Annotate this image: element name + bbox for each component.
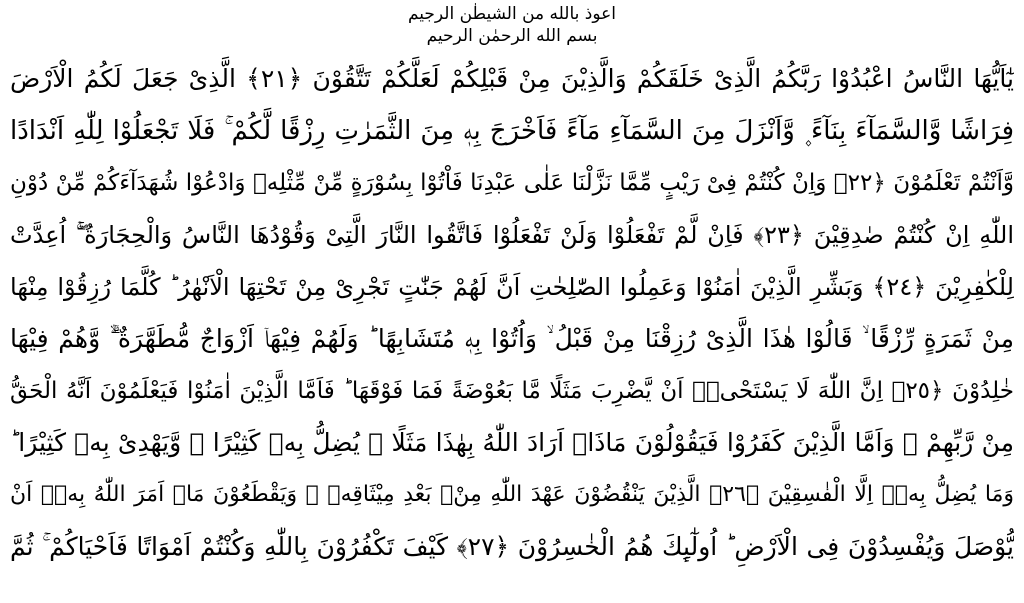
verse-line: اللّٰهِ اِنْ كُنْتُمْ صٰدِقِیْنَ ﴿٢٣﴾ فَاِنْ لَّمْ تَفْعَلُوْا وَلَنْ تَفْعَلُوْا فَاتَّقُوا النَّارَ الَّتِیْ وَقُوْدُهَا النَّاسُ وَالْحِجَارَةُ ۖۚ اُعِدَّتْ [10, 221, 1014, 249]
verse-line: خٰلِدُوْنَ ﴿٢٥﴾ اِنَّ اللّٰهَ لَا یَسْتَحْیٖۤ اَنْ یَّضْرِبَ مَثَلًا مَّا بَعُوْضَةً فَمَا فَوْقَهَا ؕ فَاَمَّا الَّذِیْنَ اٰمَنُوْا فَیَعْلَمُوْنَ اَنَّهُ الْحَقُّ [10, 378, 1014, 404]
verse-line: وَّاَنْتُمْ تَعْلَمُوْنَ ﴿٢٢﴾ وَاِنْ كُنْتُمْ فِیْ رَیْبٍ مِّمَّا نَزَّلْنَا عَلٰی عَبْدِنَا فَاْتُوْا بِسُوْرَةٍ مِّنْ مِّثْلِهٖ وَادْعُوْا شُهَدَآءَكُمْ مِّنْ دُوْنِ [10, 170, 1014, 196]
taawwudh-heading: اعوذ بالله من الشيطٰن الرجيم [407, 4, 617, 24]
verse-line: يٰٓاَيُّهَا النَّاسُ اعْبُدُوْا رَبَّكُمُ الَّذِیْ خَلَقَكُمْ وَالَّذِیْنَ مِنْ قَبْلِكُمْ لَعَلَّكُمْ تَتَّقُوْنَ ﴿٢١﴾ الَّذِیْ جَعَلَ لَكُمُ الْاَرْضَ [10, 64, 1014, 93]
verse-line: وَمَا یُضِلُّ بِهٖۤ اِلَّا الْفٰسِقِیْنَ ﴿٢٦﴾ الَّذِیْنَ یَنْقُضُوْنَ عَهْدَ اللّٰهِ مِنْۢ بَعْدِ مِیْثَاقِهٖ ۪ وَیَقْطَعُوْنَ مَاۤ اَمَرَ اللّٰهُ بِهٖۤ اَنْ [10, 482, 1014, 507]
verse-line: مِنْ رَّبِّهِمْ ۚ وَاَمَّا الَّذِیْنَ كَفَرُوْا فَیَقُوْلُوْنَ مَاذَاۤ اَرَادَ اللّٰهُ بِهٰذَا مَثَلًا ۘ یُضِلُّ بِهٖ كَثِیْرًا ۙ وَّیَهْدِیْ بِهٖ كَثِیْرًا ؕ [10, 428, 1014, 457]
verse-line: مِنْ ثَمَرَةٍ رِّزْقًا ۙ قَالُوْا هٰذَا الَّذِیْ رُزِقْنَا مِنْ قَبْلُ ۙ وَاُتُوْا بِهٖ مُتَشَابِهًا ؕ وَلَهُمْ فِیْهَاۤ اَزْوَاجٌ مُّطَهَّرَةٌ ۙۗ وَّهُمْ فِیْهَا [10, 324, 1014, 353]
verse-line: فِرَاشًا وَّالسَّمَآءَ بِنَآءً ۪ وَّاَنْزَلَ مِنَ السَّمَآءِ مَآءً فَاَخْرَجَ بِهٖ مِنَ الثَّمَرٰتِ رِزْقًا لَّكُمْ ۚ فَلَا تَجْعَلُوْا لِلّٰهِ اَنْدَادًا [10, 116, 1014, 146]
verse-text-block [10, 53, 1014, 573]
verse-line: لِلْكٰفِرِیْنَ ﴿٢٤﴾ وَبَشِّرِ الَّذِیْنَ اٰمَنُوْا وَعَمِلُوا الصّٰلِحٰتِ اَنَّ لَهُمْ جَنّٰتٍ تَجْرِیْ مِنْ تَحْتِهَا الْاَنْهٰرُ ؕ كُلَّمَا رُزِقُوْا مِنْهَا [10, 273, 1014, 301]
basmala-heading: بسم الله الرحمٰن الرحيم [426, 26, 598, 46]
verse-line: یُّوْصَلَ وَیُفْسِدُوْنَ فِی الْاَرْضِ ؕ اُولٰٓىِٕكَ هُمُ الْخٰسِرُوْنَ ﴿٢٧﴾ كَیْفَ تَكْفُرُوْنَ بِاللّٰهِ وَكُنْتُمْ اَمْوَاتًا فَاَحْیَاكُمْ ۚ ثُمَّ [10, 532, 1014, 561]
